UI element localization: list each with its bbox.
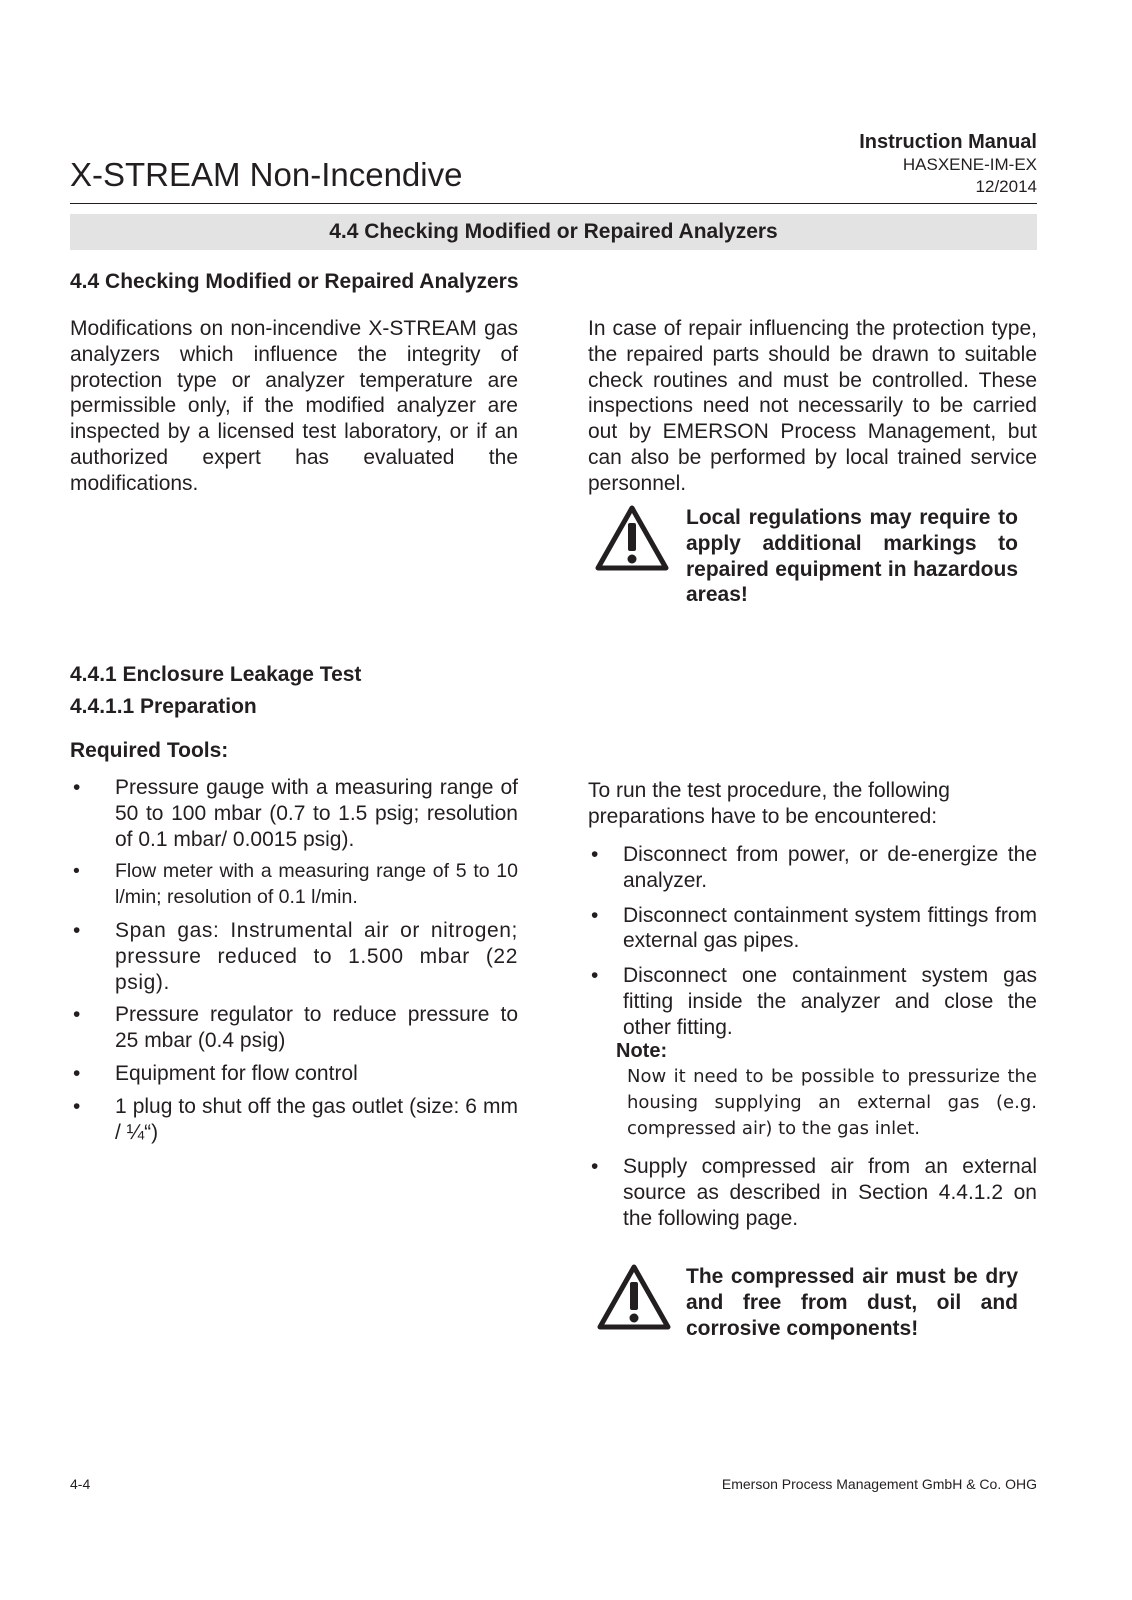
- section-heading-4-4-1: 4.4.1 Enclosure Leakage Test: [70, 663, 362, 686]
- list-item: • Disconnect one containment system gas fitting inside the analyzer and close the other fitting.: [591, 964, 1037, 1039]
- list-item: • Equipment for flow control: [73, 1061, 358, 1085]
- list-item: • 1 plug to shut off the gas outlet (size: 6 mm / ¼“): [73, 1094, 518, 1144]
- bullet-icon: •: [73, 776, 81, 799]
- bullet-icon: •: [73, 1003, 81, 1027]
- modifications-paragraph: Modifications on non-incendive X-STREAM gas analyzers which influence the integrity of protection type or analyzer temperature are permissible only, if the modified analyzer are inspected by a licensed test laboratory, or if an authorized expert has evaluated the modifications.: [70, 317, 518, 495]
- preparation-steps-list: [588, 842, 1037, 1050]
- document-title: X-STREAM Non-Incendive: [70, 156, 463, 193]
- warning-text-compressed-air: The compressed air must be dry and free from dust, oil and corrosive components!: [686, 1265, 1018, 1340]
- list-item: • Disconnect from power, or de-energize the analyzer.: [591, 843, 1037, 892]
- preparation-steps-list-continued: [588, 1154, 1037, 1240]
- list-item: • Pressure gauge with a measuring range of 50 to 100 mbar (0.7 to 1.5 psig; resolution of 0.1 mbar/ 0.0015 psig).: [73, 776, 518, 851]
- warning-text-markings: Local regulations may require to apply additional markings to repaired equipment in hazardous areas!: [686, 506, 1018, 607]
- bullet-icon: •: [73, 860, 80, 883]
- note-label: Note:: [616, 1040, 668, 1062]
- repair-paragraph: In case of repair influencing the protection type, the repaired parts should be drawn to suitable check routines and must be controlled. These inspections need not necessarily to be carried out by EMERSON Process Management, but can also be performed by local trained service personnel.: [588, 317, 1037, 495]
- header-info: [859, 130, 1037, 198]
- list-item: • Span gas: Instrumental air or nitrogen; pressure reduced to 1.500 mbar (22 psig).: [73, 918, 518, 994]
- page-number: 4-4: [70, 1476, 91, 1492]
- preparation-intro: To run the test procedure, the following preparations have to be encountered:: [588, 779, 950, 828]
- bullet-icon: •: [73, 1094, 81, 1118]
- bullet-icon: •: [591, 964, 599, 988]
- footer-company: Emerson Process Management GmbH & Co. OHG: [721, 1476, 1037, 1492]
- section-heading-4-4: 4.4 Checking Modified or Repaired Analyzers: [70, 270, 519, 293]
- required-tools-list: [70, 775, 518, 1152]
- document-number: HASXENE-IM-EX: [902, 155, 1037, 174]
- manual-label: Instruction Manual: [859, 131, 1037, 153]
- bullet-icon: •: [73, 1061, 81, 1085]
- warning-triangle-icon: [597, 1264, 671, 1330]
- bullet-icon: •: [591, 1155, 599, 1178]
- list-item: • Disconnect containment system fittings from external gas pipes.: [591, 903, 1037, 953]
- warning-box-markings: [595, 505, 1037, 615]
- section-band: 4.4 Checking Modified or Repaired Analyzers: [70, 214, 1037, 250]
- warning-triangle-icon: [595, 505, 669, 571]
- list-item: • Pressure regulator to reduce pressure to 25 mbar (0.4 psig): [73, 1003, 518, 1053]
- bullet-icon: •: [73, 918, 81, 942]
- list-item: • Supply compressed air from an external source as described in Section 4.4.1.2 on the following page.: [591, 1155, 1037, 1230]
- document-date: 12/2014: [975, 177, 1037, 196]
- required-tools-heading: Required Tools:: [70, 739, 229, 762]
- list-item: • Flow meter with a measuring range of 5 to 10 l/min; resolution of 0.1 l/min.: [73, 860, 518, 909]
- warning-box-compressed-air: [597, 1264, 1037, 1354]
- note-text: Now it need to be possible to pressurize the housing supplying an external gas (e.g. compressed air) to the gas inlet.: [627, 1066, 1037, 1139]
- bullet-icon: •: [591, 903, 599, 927]
- section-heading-4-4-1-1: 4.4.1.1 Preparation: [70, 695, 257, 718]
- bullet-icon: •: [591, 843, 599, 866]
- header-divider: [70, 203, 1037, 204]
